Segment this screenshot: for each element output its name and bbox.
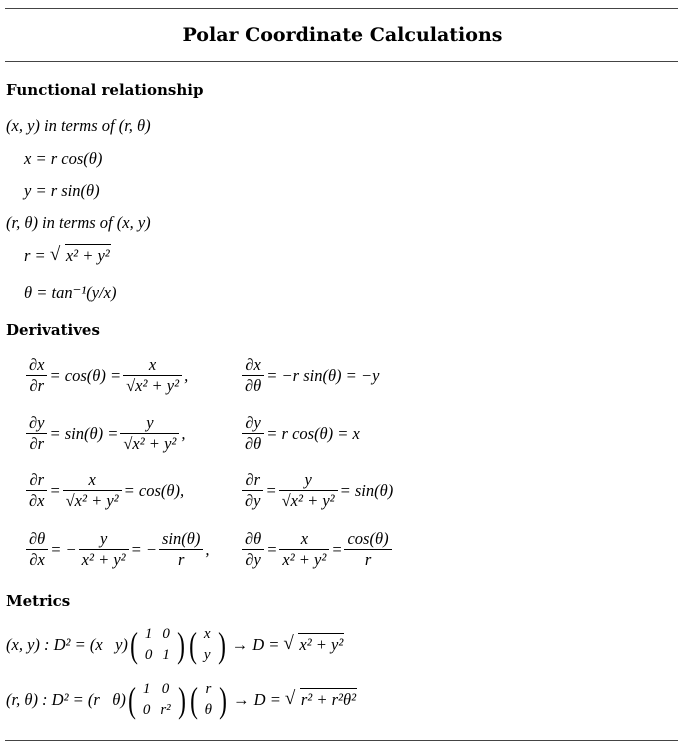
paren-close: ) (217, 625, 226, 665)
sqrt-sign: √ x² + y² (283, 633, 344, 654)
dr-dx-mid: = (49, 480, 61, 500)
dr-dy-mid: = (265, 480, 277, 500)
paren-open: ( (129, 625, 138, 665)
dr-dy-fraction: $\frac{\partial r}{\partial y}$ (242, 470, 263, 511)
metric-xy-radicand: x² + y² (299, 635, 344, 654)
heading-functional: Functional relationship (6, 81, 204, 99)
paren-open: ( (127, 680, 136, 720)
dx-dr-result: $\frac{x}{\text{√x² + y²}}$ (123, 355, 182, 396)
metric-xy (6, 624, 344, 666)
metric-rt-result-lhs: → D = (233, 690, 281, 709)
metric-rt-matrix: 1 0 0 r² (142, 681, 171, 718)
sqrt-sign: √ x² + y² (49, 244, 110, 265)
dy-dtheta-fraction: $\frac{\partial y}{\partial\theta}$ (242, 413, 264, 454)
r-eq-lhs: r = (24, 246, 46, 265)
theta-equation: θ = tan⁻¹(y/x) (24, 283, 117, 302)
dx-dtheta-fraction: $\frac{\partial x}{\partial\theta}$ (242, 355, 264, 396)
dtheta-dx-mid: = − (50, 539, 77, 559)
derivative-row-1: $\frac{\partial x}{\partial r}$ = cos(θ) = $\frac{x}{\text{√x² + y²}}$ , (24, 355, 188, 396)
heading-metrics: Metrics (6, 592, 71, 610)
bottom-rule (5, 740, 678, 741)
top-rule (5, 8, 678, 9)
metric-xy-vector: x y (203, 626, 211, 663)
heading-derivatives: Derivatives (6, 321, 100, 339)
paren-open: ( (188, 625, 197, 665)
dx-dr-mid: = cos(θ) = (49, 365, 122, 385)
dy-dtheta-rhs: = r cos(θ) = x (266, 423, 360, 443)
title-rule (5, 61, 678, 62)
dtheta-dx-result: $\frac{y}{\text{x² + y²}}$ (79, 529, 129, 570)
derivative-row-4b (240, 529, 394, 570)
x-equation: x = r cos(θ) (24, 149, 103, 168)
derivative-row-2b (240, 413, 360, 454)
dtheta-dx-result2: $\frac{\sin(\theta)}{r}$ (159, 529, 203, 570)
dx-dr-fraction: $\frac{\partial x}{\partial r}$ (26, 355, 47, 396)
dy-dr-result: $\frac{y}{\text{√x² + y²}}$ (120, 413, 179, 454)
dtheta-dx-mid2: = − (130, 539, 158, 559)
derivative-row-4: $\frac{\partial\theta}{\partial x}$ = − $\frac{y}{\text{x² + y²}}$ = − $\frac{\sin(\theta)}{r}$ , (24, 529, 210, 570)
dtheta-dy-result: $\frac{x}{\text{x² + y²}}$ (279, 529, 329, 570)
metric-rt (6, 679, 357, 721)
dx-dtheta-rhs: = −r sin(θ) = −y (266, 365, 380, 385)
dr-dy-result: $\frac{y}{\text{√x² + y²}}$ (279, 470, 338, 511)
page-title: Polar Coordinate Calculations (182, 24, 503, 46)
metric-rt-vector: r θ (204, 681, 213, 718)
derivative-row-3 (24, 470, 184, 511)
derivative-row-1b (240, 355, 379, 396)
paren-close: ) (219, 680, 227, 720)
metric-xy-matrix: 1 0 0 1 (144, 626, 170, 663)
y-equation: y = r sin(θ) (24, 181, 100, 200)
paren-close: ) (176, 625, 185, 665)
dr-dy-tail: = sin(θ) (339, 480, 394, 500)
metric-xy-lhs: (x, y) : D² = (x y) (6, 635, 128, 654)
paren-open: ( (189, 680, 198, 720)
derivative-row-3b (240, 470, 393, 511)
dtheta-dy-mid2: = (331, 539, 343, 559)
r-eq-radicand: x² + y² (65, 246, 110, 265)
dtheta-dy-mid: = (266, 539, 278, 559)
dtheta-dy-fraction: $\frac{\partial\theta}{\partial y}$ (242, 529, 264, 570)
sqrt-sign: √ r² + r²θ² (284, 688, 357, 709)
rt-in-terms: (r, θ) in terms of (x, y) (6, 213, 151, 232)
dr-dx-tail: = cos(θ), (123, 480, 185, 500)
metric-rt-lhs: (r, θ) : D² = (r θ) (6, 690, 126, 709)
dy-dr-fraction: $\frac{\partial y}{\partial r}$ (26, 413, 47, 454)
r-equation (24, 246, 111, 266)
dy-dr-mid: = sin(θ) = (49, 423, 119, 443)
metric-rt-radicand: r² + r²θ² (300, 690, 357, 709)
xy-in-terms-text: (x, y) in terms of (r, θ) (6, 116, 151, 135)
dtheta-dx-fraction: $\frac{\partial\theta}{\partial x}$ (26, 529, 48, 570)
dr-dx-result: $\frac{x}{\text{√x² + y²}}$ (63, 470, 122, 511)
xy-in-terms (6, 116, 151, 136)
paren-close: ) (177, 680, 186, 720)
dr-dx-fraction: $\frac{\partial r}{\partial x}$ (26, 470, 47, 511)
derivative-row-2: $\frac{\partial y}{\partial r}$ = sin(θ) = $\frac{y}{\text{√x² + y²}}$ , (24, 413, 185, 454)
dtheta-dy-result2: $\frac{\cos(\theta)}{r}$ (344, 529, 391, 570)
metric-xy-result-lhs: → D = (231, 635, 280, 654)
